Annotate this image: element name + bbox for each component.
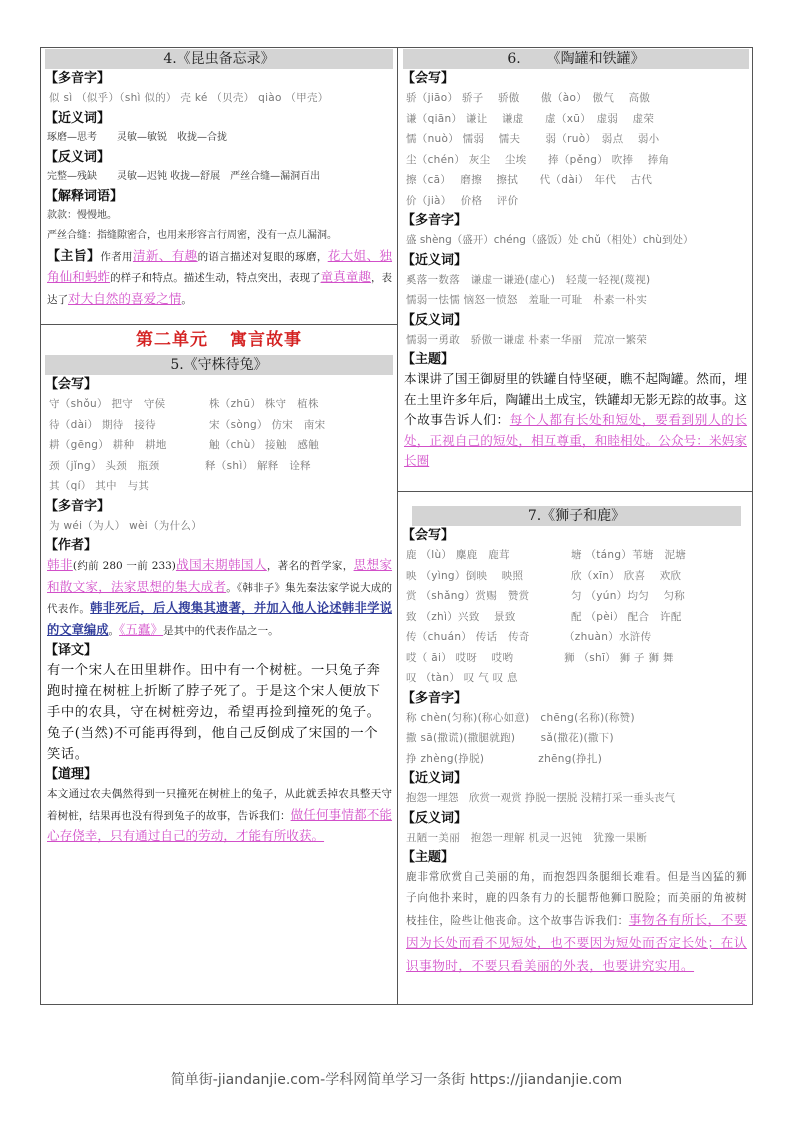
translation-paragraph: 有一个宋人在田里耕作。田中有一个树桩。一只兔子奔跑时撞在树桩上折断了脖子死了。于是这个宋人便放下手中的农具，守在树桩旁边，希望再捡到撞死的兔子。兔子(当然)不可能再得到，他自己反倒成了宋国的一个笑话。 — [47, 663, 381, 762]
write-row: 待（dài） 期待 接待 宋（sòng） 仿宋 南宋 — [49, 418, 326, 431]
lesson-6-cell — [398, 48, 753, 491]
moral-text: 本文通过农夫偶然得到一只撞死在树桩上的兔子，从此就丢掉农具整天守着树桩，结果再也没有得到兔子的故事，告诉我们： — [47, 788, 392, 822]
synonyms-line: 琢磨—思考 灵敏—敏锐 收拢—合拢 — [47, 131, 227, 143]
theme-header: 【主旨】 — [47, 248, 101, 264]
lesson-4-cell — [41, 48, 397, 324]
author-text: ，著名的哲学家， — [266, 560, 354, 572]
highlight-text: 清新、有趣 — [132, 247, 198, 263]
synonyms-header: 【近义词】 — [402, 771, 468, 786]
polyphones-line: 盛 shèng（盛开）chéng（盛饭）处 chǔ（相处）chù到处） — [406, 234, 694, 246]
unit-number: 第二单元 — [136, 330, 208, 350]
lesson-name: 《陶罐和铁罐》 — [546, 51, 645, 67]
antonyms-line: 完整—残缺 灵敏—迟钝 收拢—舒展 严丝合缝—漏洞百出 — [47, 170, 321, 182]
theme-text: 的样子和特点。描述生动，特点突出，表现了 — [110, 272, 321, 284]
theme-text: 鹿非常欣赏自己美丽的角，而抱怨四条腿细长难看。但是当凶猛的狮子向他扑来时，鹿的四条有力的长腿帮他狮口脱险；而美丽的角被树枝挂住，险些让他丧命。这个故事告诉我们： — [406, 871, 747, 927]
write-row: 守（shǒu） 把守 守侯 株（zhū） 株守 植株 — [49, 398, 319, 410]
study-notes-table — [40, 47, 753, 1005]
theme-paragraph — [406, 867, 747, 978]
lesson-6-title — [403, 49, 749, 69]
author-text: 。 — [108, 624, 119, 637]
antonyms-line: 懦弱一勇敢 骄傲一谦虚 朴素一华丽 荒凉一繁荣 — [406, 333, 648, 346]
polyphones-header: 【多音字】 — [402, 213, 468, 228]
author-paragraph — [47, 555, 392, 641]
polyphones-header: 【多音字】 — [402, 690, 468, 706]
theme-header: 【主题】 — [402, 352, 455, 367]
highlight-text: 做任何事情都不能心存侥幸，只有通过自己的劳动，才能有所收获。 — [47, 806, 393, 843]
theme-paragraph — [404, 369, 747, 472]
write-header: 【会写】 — [402, 71, 455, 86]
lesson-4-title: 4.《昆虫备忘录》 — [45, 49, 393, 69]
theme-text: 作者用 — [100, 250, 133, 263]
synonyms-header: 【近义词】 — [45, 110, 111, 126]
highlight-blue-text: 韩非死后，后人搜集其遗著，并加入他人论述韩非学说的文章编成 — [47, 600, 392, 637]
synonyms-line: 懦弱一怯懦 恼怒一愤怒 羞耻一可耻 朴素一朴实 — [406, 294, 648, 306]
theme-text: 。 — [181, 293, 192, 306]
write-header: 【会写】 — [402, 528, 455, 543]
polyphones-line: 称 chèn(匀称)(称心如意) chēng(名称)(称赞) — [406, 711, 635, 724]
highlight-text: 童真童趣 — [320, 269, 371, 284]
unit-title — [41, 325, 397, 355]
write-row: 尘（chén） 灰尘 尘埃 捧（pěng） 吹捧 捧角 — [406, 153, 670, 166]
lesson-7-title: 7.《狮子和鹿》 — [412, 506, 741, 526]
polyphones-line: 为 wéi（为人） wèi（为什么） — [49, 519, 203, 532]
synonyms-line: 奚落一数落 谦虚一谦逊(虚心) 轻蔑一轻视(蔑视) — [406, 273, 651, 286]
author-text: 。《韩非子》集先秦法家学说大成的代表作。 — [47, 581, 393, 615]
antonyms-header: 【反义词】 — [402, 810, 468, 826]
polyphones-line: 撒 sā(撒谎)(撒腿就跑) sǎ(撒花)(撒下) — [406, 732, 614, 744]
write-row: 鹿 （lù） 麋鹿 鹿茸 塘 （táng）苇塘 泥塘 — [406, 549, 687, 561]
lesson-number: 6. — [507, 51, 521, 67]
highlight-text: 韩非 — [47, 557, 73, 572]
highlight-text: 花大姐、独角仙和蚂蚱 — [47, 247, 393, 284]
write-row: 擦（cā） 磨擦 擦拭 代（dài） 年代 古代 — [406, 174, 653, 186]
antonyms-header: 【反义词】 — [402, 312, 468, 328]
polyphones-line: 挣 zhèng(挣脱) zhēng(挣扎) — [406, 752, 603, 765]
author-text: (约前 280 一前 233) — [72, 560, 176, 572]
write-row: 谦（qiān） 谦让 谦虚 虚（xū） 虚弱 虚荣 — [406, 112, 655, 125]
write-row: 其（qí） 其中 与其 — [49, 480, 150, 492]
highlight-text: 战国末期韩国人 — [175, 557, 267, 572]
write-row: 颈（jǐng） 头颈 瓶颈 释（shì） 解释 诠释 — [49, 459, 311, 472]
write-row: 致 （zhì）兴致 景致 配 （pèi） 配合 许配 — [406, 610, 682, 623]
synonyms-line: 抱怨一埋怨 欣赏一观赏 挣脱一摆脱 没精打采一垂头丧气 — [406, 792, 676, 804]
write-row: 耕（gēng） 耕种 耕地 触（chù） 接触 感触 — [49, 439, 320, 451]
write-row: 骄（jiāo） 骄子 骄傲 傲（ào） 傲气 高傲 — [406, 92, 651, 104]
explain-item: 严丝合缝：指缝隙密合，也用来形容言行周密，没有一点儿漏洞。 — [47, 229, 337, 241]
theme-text: ，表达了 — [47, 272, 393, 306]
page-footer: 简单街-jiandanjie.com-学科网简单学习一条街 https://jiandanjie.com — [170, 1072, 623, 1088]
lesson-5-title: 5.《守株待兔》 — [45, 355, 393, 375]
polyphones-header: 【多音字】 — [45, 71, 111, 86]
polyphones-header: 【多音字】 — [45, 498, 111, 514]
translation-header: 【译文】 — [45, 643, 98, 658]
lesson-5-cell — [41, 325, 397, 1005]
write-row: 懦（nuò） 懦弱 懦夫 弱（ruò） 弱点 弱小 — [406, 133, 660, 145]
moral-header: 【道理】 — [45, 767, 98, 782]
highlight-text: 思想家和散文家，法家思想的集大成者 — [47, 557, 393, 594]
write-row: 传（chuán） 传话 传奇 （zhuàn）水浒传 — [406, 631, 652, 643]
write-header: 【会写】 — [45, 377, 98, 392]
author-text: 是其中的代表作品之一。 — [163, 624, 279, 637]
theme-header: 【主题】 — [402, 850, 455, 865]
author-header: 【作者】 — [45, 538, 98, 553]
highlight-text: 事物各有所长，不要因为长处而看不见短处，也不要因为短处而否定长处；在认识事物时，不要只看美丽的外表，也要讲究实用。 — [406, 912, 748, 973]
unit-name: 寓言故事 — [230, 330, 302, 350]
explain-header: 【解释词语】 — [45, 188, 124, 204]
write-row: 哎（ āi） 哎呀 哎哟 狮 （shī） 狮 子 狮 舞 — [406, 651, 674, 664]
theme-text: 本课讲了国王御厨里的铁罐自恃坚硬，瞧不起陶罐。然而，埋在土里许多年后，陶罐出土成宝，铁罐却无影无踪的故事。这个故事告诉人们： — [404, 371, 747, 427]
write-row: 叹 （tàn） 叹 气 叹 息 — [406, 672, 518, 684]
synonyms-header: 【近义词】 — [402, 252, 468, 268]
write-row: 赏 （shǎng）赏赐 赞赏 匀 （yún）均匀 匀称 — [406, 590, 686, 602]
antonyms-line: 丑陋一美丽 抱怨一理解 机灵一迟钝 犹豫一果断 — [406, 831, 648, 844]
explain-item: 款款：慢慢地。 — [47, 209, 117, 221]
lesson-7-cell — [398, 492, 753, 1005]
theme-paragraph — [47, 246, 392, 311]
highlight-text: 对大自然的喜爱之情 — [68, 290, 182, 306]
polyphones-line: 似 sì （似乎）（shì 似的） 壳 ké （贝壳） qiào （甲壳） — [49, 92, 329, 104]
highlight-text: 每个人都有长处和短处，要看到别人的长处，正视自己的短处，相互尊重，和睦相处。公众号：米妈家长圈 — [404, 412, 748, 468]
moral-paragraph — [47, 784, 392, 848]
theme-text: 的语言描述对复眼的琢磨， — [197, 250, 328, 263]
antonyms-header: 【反义词】 — [45, 149, 111, 165]
write-row: 映 （yìng）倒映 映照 欣（xīn） 欣喜 欢欣 — [406, 569, 682, 582]
write-row: 价（jià） 价格 评价 — [406, 194, 519, 207]
highlight-text: 《五蠹》 — [119, 621, 164, 637]
